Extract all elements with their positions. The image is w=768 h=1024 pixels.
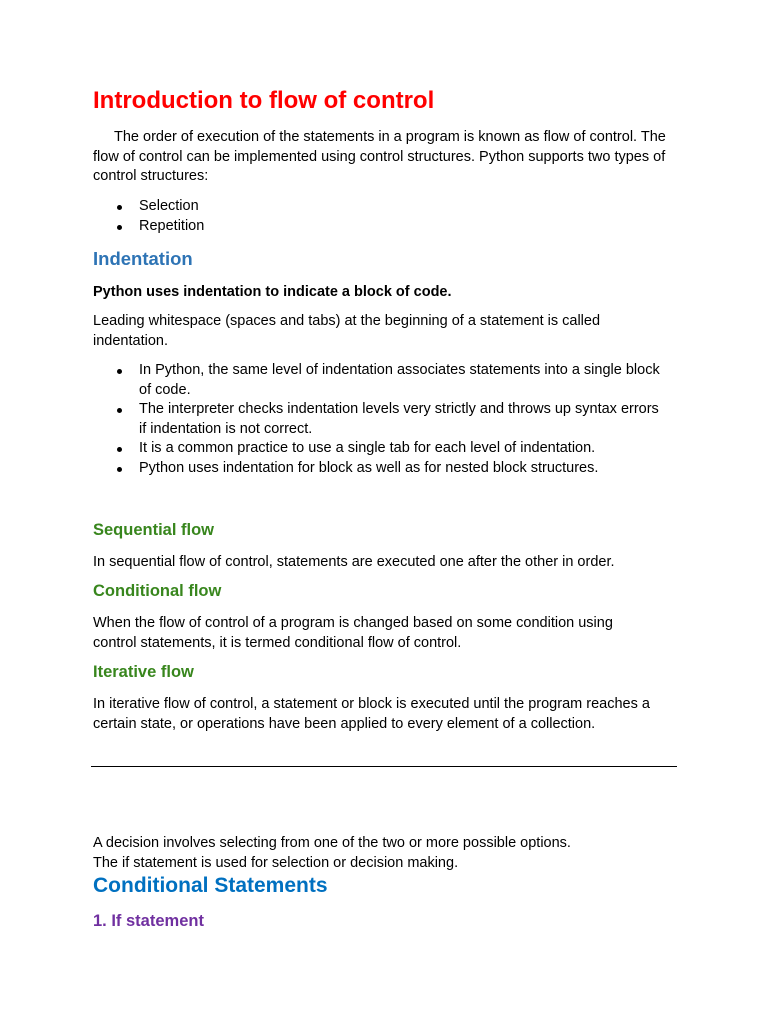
bullet-icon: [117, 447, 122, 452]
indentation-list: [93, 361, 668, 478]
decision-line-2: The if statement is used for selection or decision making.: [93, 854, 459, 871]
sequential-flow-heading: Sequential flow: [93, 521, 215, 539]
list-item: It is a common practice to use a single tab for each level of indentation.: [93, 439, 668, 459]
indentation-definition: Leading whitespace (spaces and tabs) at the beginning of a statement is called indentation.: [93, 313, 601, 349]
decision-text: [93, 834, 683, 873]
list-item: The interpreter checks indentation levels very strictly and throws up syntax errors if indentation is not correct.: [93, 400, 668, 439]
bullet-icon: [117, 205, 122, 210]
sequential-flow-text: In sequential flow of control, statements are executed one after the other in order.: [93, 554, 615, 570]
page-title: Introduction to flow of control: [93, 87, 435, 114]
intro-text: The order of execution of the statements in a program is known as flow of control. The flow of control can be implemented using control structures. Python supports two types of control structures:: [93, 129, 666, 184]
iterative-flow-text: In iterative flow of control, a statement or block is executed until the program reaches a certain state, or operations have been applied to every element of a collection.: [93, 696, 650, 732]
list-item: Selection: [93, 197, 683, 217]
if-statement-heading: 1. If statement: [93, 912, 204, 930]
decision-line-1: A decision involves selecting from one of the two or more possible options.: [93, 835, 571, 851]
intro-paragraph: [93, 128, 683, 187]
conditional-flow-heading: Conditional flow: [93, 582, 222, 600]
bullet-icon: [117, 225, 122, 230]
list-item: Python uses indentation for block as well as for nested block structures.: [93, 459, 668, 479]
control-structures-list: [93, 197, 683, 236]
iterative-flow-heading: Iterative flow: [93, 663, 194, 681]
indentation-heading: Indentation: [93, 248, 193, 269]
indentation-bold-statement: Python uses indentation to indicate a block of code.: [93, 284, 452, 300]
bullet-icon: [117, 408, 122, 413]
conditional-flow-text: When the flow of control of a program is changed based on some condition using control statements, it is termed conditional flow of control.: [93, 615, 613, 651]
list-item: Repetition: [93, 217, 683, 237]
list-item: In Python, the same level of indentation associates statements into a single block of code.: [93, 361, 668, 400]
conditional-statements-heading: Conditional Statements: [93, 874, 328, 897]
bullet-icon: [117, 467, 122, 472]
bullet-icon: [117, 369, 122, 374]
horizontal-divider: [91, 766, 677, 767]
